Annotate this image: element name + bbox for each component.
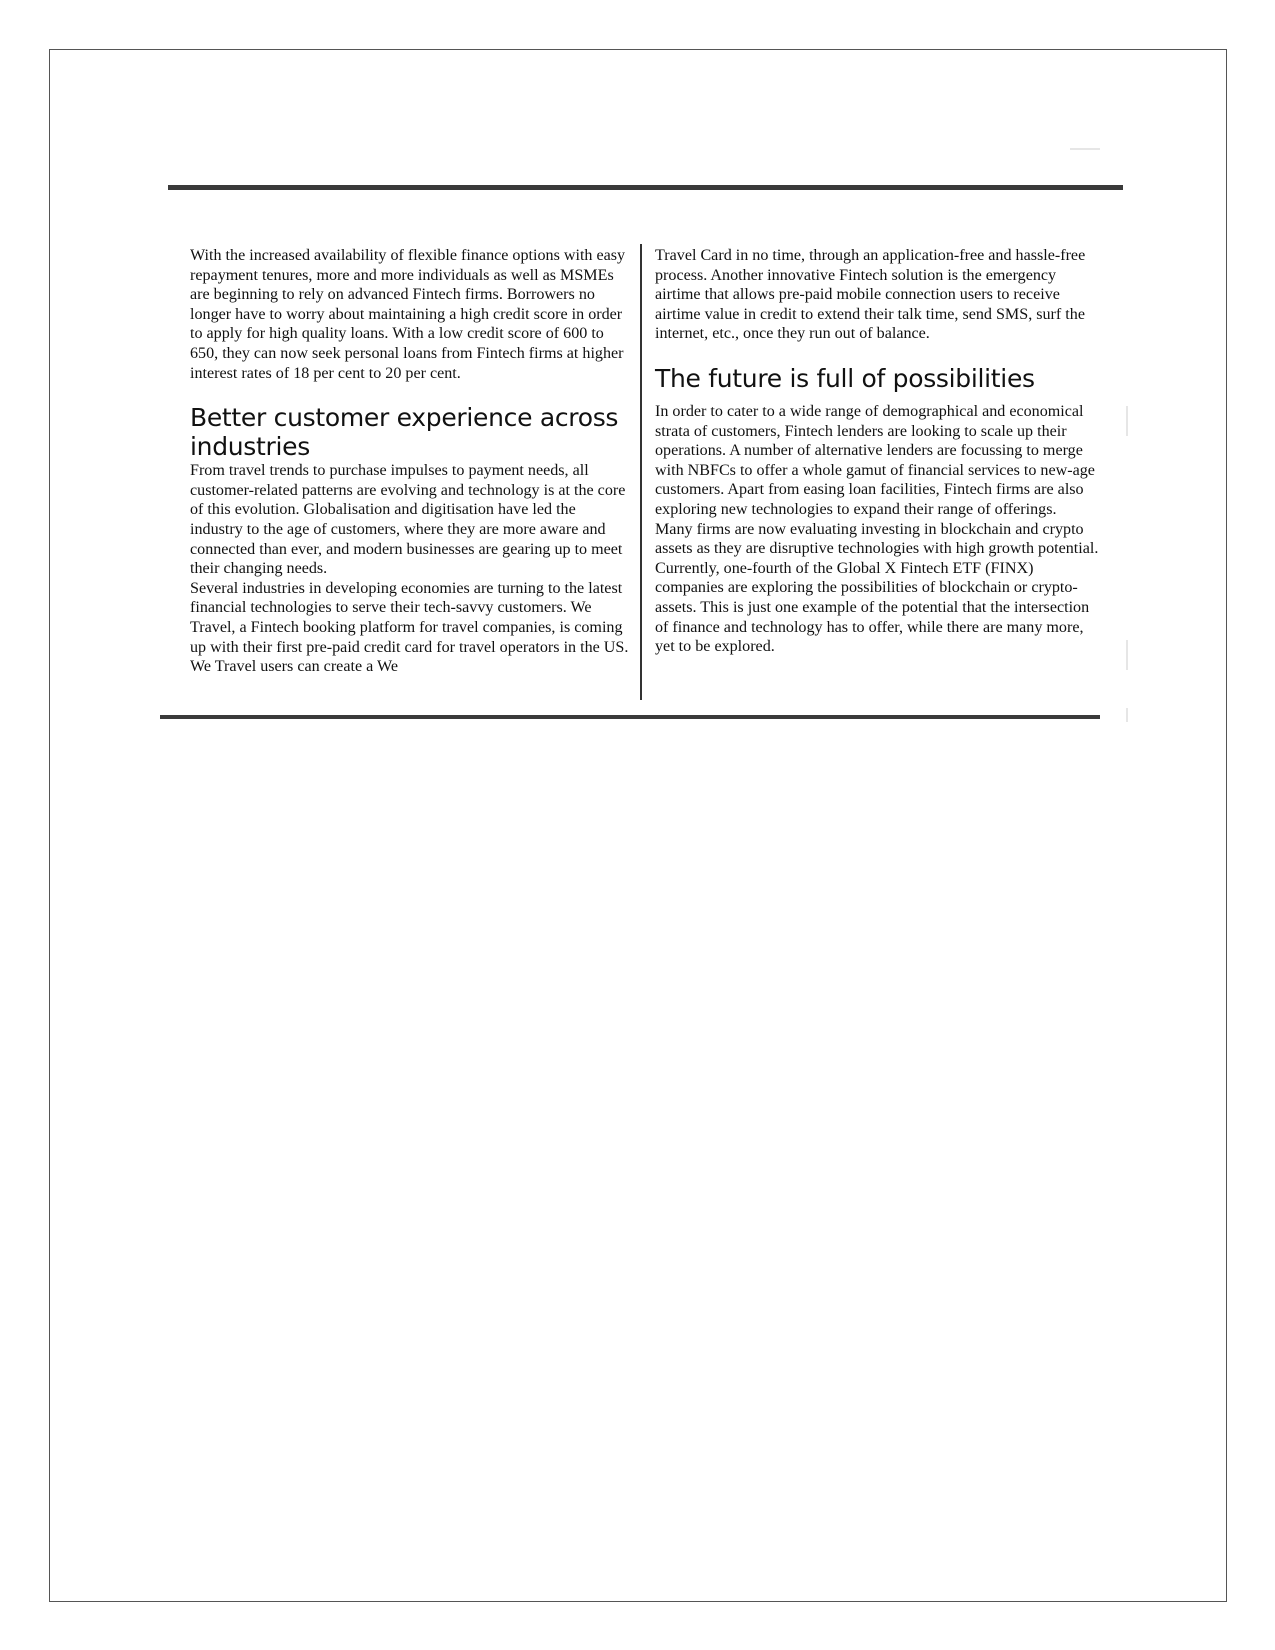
right-paragraph-3: Many firms are now evaluating investing in blockchain and crypto assets as they are disruptive technologies with high growth potential. Currently, one-fourth of the Global X Fintech ETF (FINX) companies are exploring the possibilities of blockchain or crypto-assets. This is just one example of the potential that the intersection of finance and technology has to offer, while there are many more, yet to be explored. xyxy=(655,520,1099,656)
left-column xyxy=(190,246,630,677)
left-paragraph-3: Several industries in developing economies are turning to the latest financial technologies to serve their tech-savvy customers. We Travel, a Fintech booking platform for travel companies, is coming up with their first pre-paid credit card for travel operators in the US. We Travel users can create a We xyxy=(190,579,629,676)
top-rule xyxy=(168,185,1123,190)
section-heading-future: The future is full of possibilities xyxy=(655,363,1035,393)
scan-artifact xyxy=(1126,406,1128,436)
left-paragraph-2: From travel trends to purchase impulses to payment needs, all customer-related patterns are evolving and technology is at the core of this evolution. Globalisation and digitisation have led the industry to the age of customers, where they are more aware and connected than ever, and modern businesses are gearing up to meet their changing needs. xyxy=(190,462,626,578)
section-heading-customer-experience: Better customer experience across industries xyxy=(190,403,619,462)
right-column xyxy=(655,246,1100,657)
scan-artifact xyxy=(1070,148,1100,150)
right-paragraph-2: In order to cater to a wide range of demographical and economical strata of customers, Fintech lenders are looking to scale up their operations. A number of alternative lenders are focussing to merge with NBFCs to offer a whole gamut of financial services to new-age customers. Apart from easing loan facilities, Fintech firms are also exploring new technologies to expand their range of offerings. xyxy=(655,402,1095,518)
right-paragraph-1: Travel Card in no time, through an application-free and hassle-free process. Another innovative Fintech solution is the emergency airtime that allows pre-paid mobile connection users to receive airtime value in credit to extend their talk time, send SMS, surf the internet, etc., once they run out of balance. xyxy=(655,247,1086,343)
scan-artifact xyxy=(1126,640,1128,670)
column-divider xyxy=(640,244,642,700)
scan-artifact xyxy=(1126,708,1128,722)
left-paragraph-1: With the increased availability of flexible finance options with easy repayment tenures, more and more individuals as well as MSMEs are beginning to rely on advanced Fintech firms. Borrowers no longer have to worry about maintaining a high credit score in order to apply for high quality loans. With a low credit score of 600 to 650, they can now seek personal loans from Fintech firms at higher interest rates of 18 per cent to 20 per cent. xyxy=(190,247,626,382)
bottom-rule xyxy=(160,715,1100,719)
